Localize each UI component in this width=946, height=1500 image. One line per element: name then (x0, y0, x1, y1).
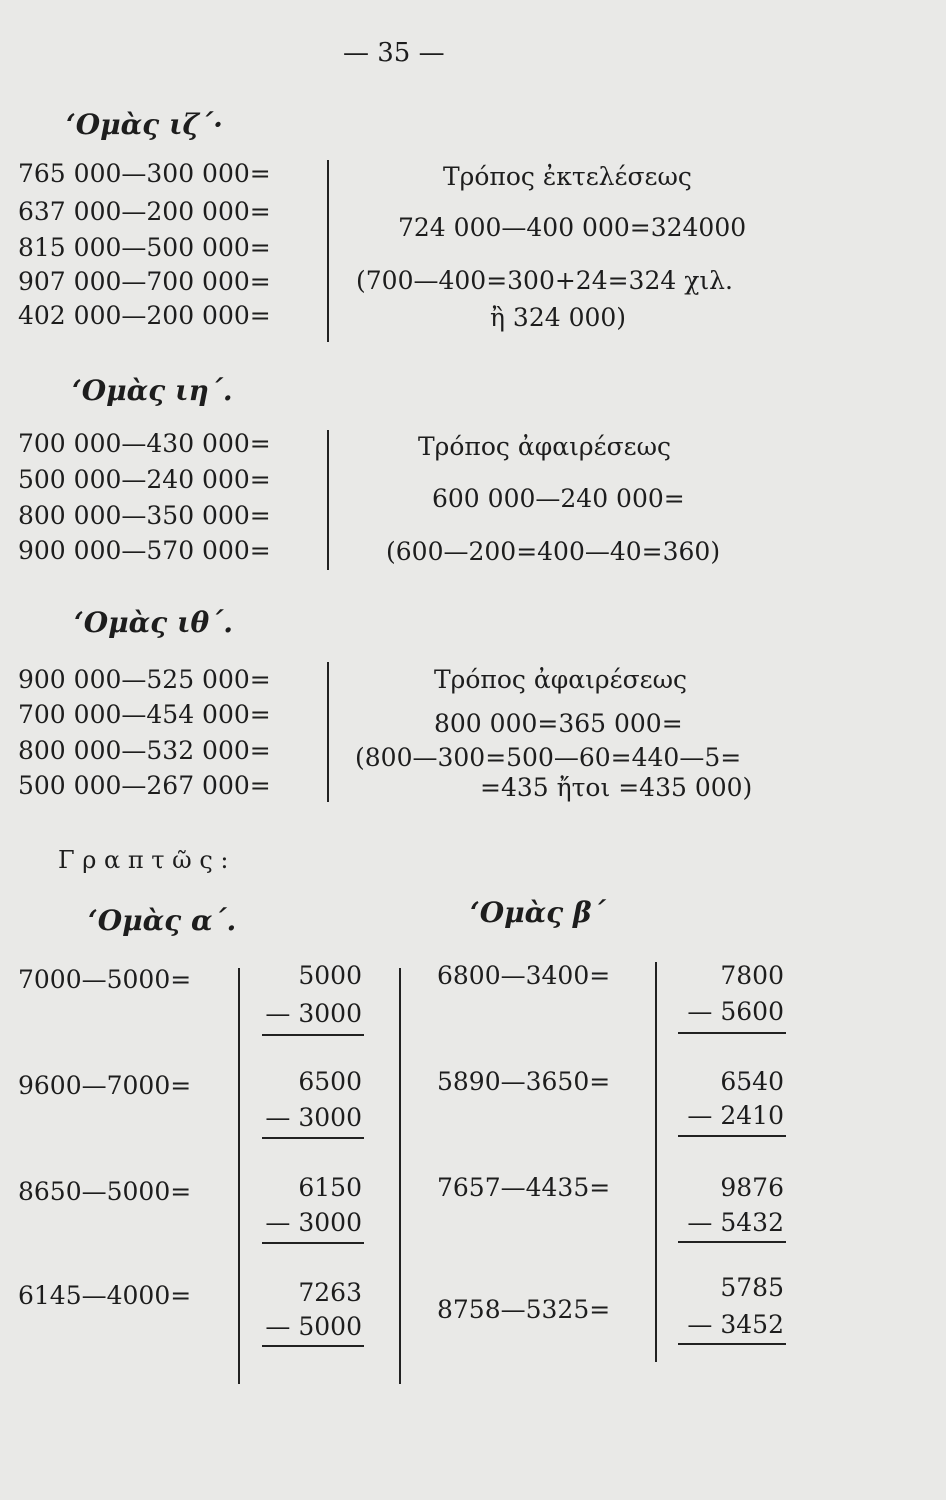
minuend: 7800 (720, 961, 784, 990)
exercise-line: 800 000—532 000= (18, 736, 271, 765)
exercise-line: 800 000—350 000= (18, 501, 271, 530)
subtrahend: — 3000 (265, 999, 362, 1028)
subtrahend: — 3000 (265, 1208, 362, 1237)
method-line: (700—400=300+24=324 χιλ. (356, 266, 733, 295)
method-line: ἢ 324 000) (490, 303, 627, 332)
page-number: — 35 — (343, 38, 445, 68)
group-iz-heading: ‘Ομὰς ιζ΄· (66, 108, 223, 141)
exercise-line: 900 000—525 000= (18, 665, 271, 694)
divider-line (399, 968, 401, 1384)
minuend: 9876 (720, 1173, 784, 1202)
subtrahend: — 2410 (687, 1101, 784, 1130)
sum-line (262, 1034, 364, 1036)
method-title: Τρόπος ἀφαιρέσεως (434, 665, 687, 694)
exercise-line: 8758—5325= (437, 1295, 611, 1324)
sum-line (262, 1137, 364, 1139)
exercise-line: 8650—5000= (18, 1177, 192, 1206)
subtrahend: — 5000 (265, 1312, 362, 1341)
method-line: (800—300=500—60=440—5= (355, 743, 742, 772)
method-line: (600—200=400—40=360) (386, 537, 721, 566)
group-ith-heading: ‘Ομὰς ιθ΄. (74, 606, 233, 639)
method-title: Τρόπος ἐκτελέσεως (443, 162, 692, 191)
divider-line (655, 962, 657, 1362)
exercise-line: 907 000—700 000= (18, 267, 271, 296)
method-line: 724 000—400 000=324000 (398, 213, 747, 242)
exercise-line: 7000—5000= (18, 965, 192, 994)
written-label: Γ ρ α π τ ῶ ς : (58, 846, 229, 874)
group-b-heading: ‘Ομὰς β΄ (470, 896, 606, 929)
sum-line (678, 1343, 786, 1345)
subtrahend: — 5600 (687, 997, 784, 1026)
exercise-line: 700 000—454 000= (18, 700, 271, 729)
divider-line (327, 430, 329, 570)
minuend: 6540 (720, 1067, 784, 1096)
exercise-line: 9600—7000= (18, 1071, 192, 1100)
minuend: 6150 (298, 1173, 362, 1202)
method-line: 800 000=365 000= (434, 709, 683, 738)
minuend: 6500 (298, 1067, 362, 1096)
exercise-line: 402 000—200 000= (18, 301, 271, 330)
exercise-line: 6800—3400= (437, 961, 611, 990)
minuend: 5000 (298, 961, 362, 990)
exercise-line: 7657—4435= (437, 1173, 611, 1202)
exercise-line: 700 000—430 000= (18, 429, 271, 458)
sum-line (262, 1242, 364, 1244)
exercise-line: 500 000—240 000= (18, 465, 271, 494)
divider-line (327, 662, 329, 802)
exercise-line: 500 000—267 000= (18, 771, 271, 800)
subtrahend: — 3452 (687, 1310, 784, 1339)
sum-line (678, 1032, 786, 1034)
sum-line (678, 1241, 786, 1243)
method-line: =435 ἤτοι =435 000) (480, 773, 753, 802)
divider-line (238, 968, 240, 1384)
exercise-line: 637 000—200 000= (18, 197, 271, 226)
exercise-line: 5890—3650= (437, 1067, 611, 1096)
divider-line (327, 160, 329, 342)
group-a-heading: ‘Ομὰς α΄. (88, 904, 237, 937)
sum-line (262, 1345, 364, 1347)
minuend: 7263 (298, 1278, 362, 1307)
exercise-line: 765 000—300 000= (18, 159, 271, 188)
exercise-line: 6145—4000= (18, 1281, 192, 1310)
sum-line (678, 1135, 786, 1137)
exercise-line: 900 000—570 000= (18, 536, 271, 565)
group-ih-heading: ‘Ομὰς ιη΄. (72, 374, 233, 407)
subtrahend: — 3000 (265, 1103, 362, 1132)
method-title: Τρόπος ἀφαιρέσεως (418, 432, 671, 461)
subtrahend: — 5432 (687, 1208, 784, 1237)
method-line: 600 000—240 000= (432, 484, 685, 513)
exercise-line: 815 000—500 000= (18, 233, 271, 262)
minuend: 5785 (720, 1273, 784, 1302)
